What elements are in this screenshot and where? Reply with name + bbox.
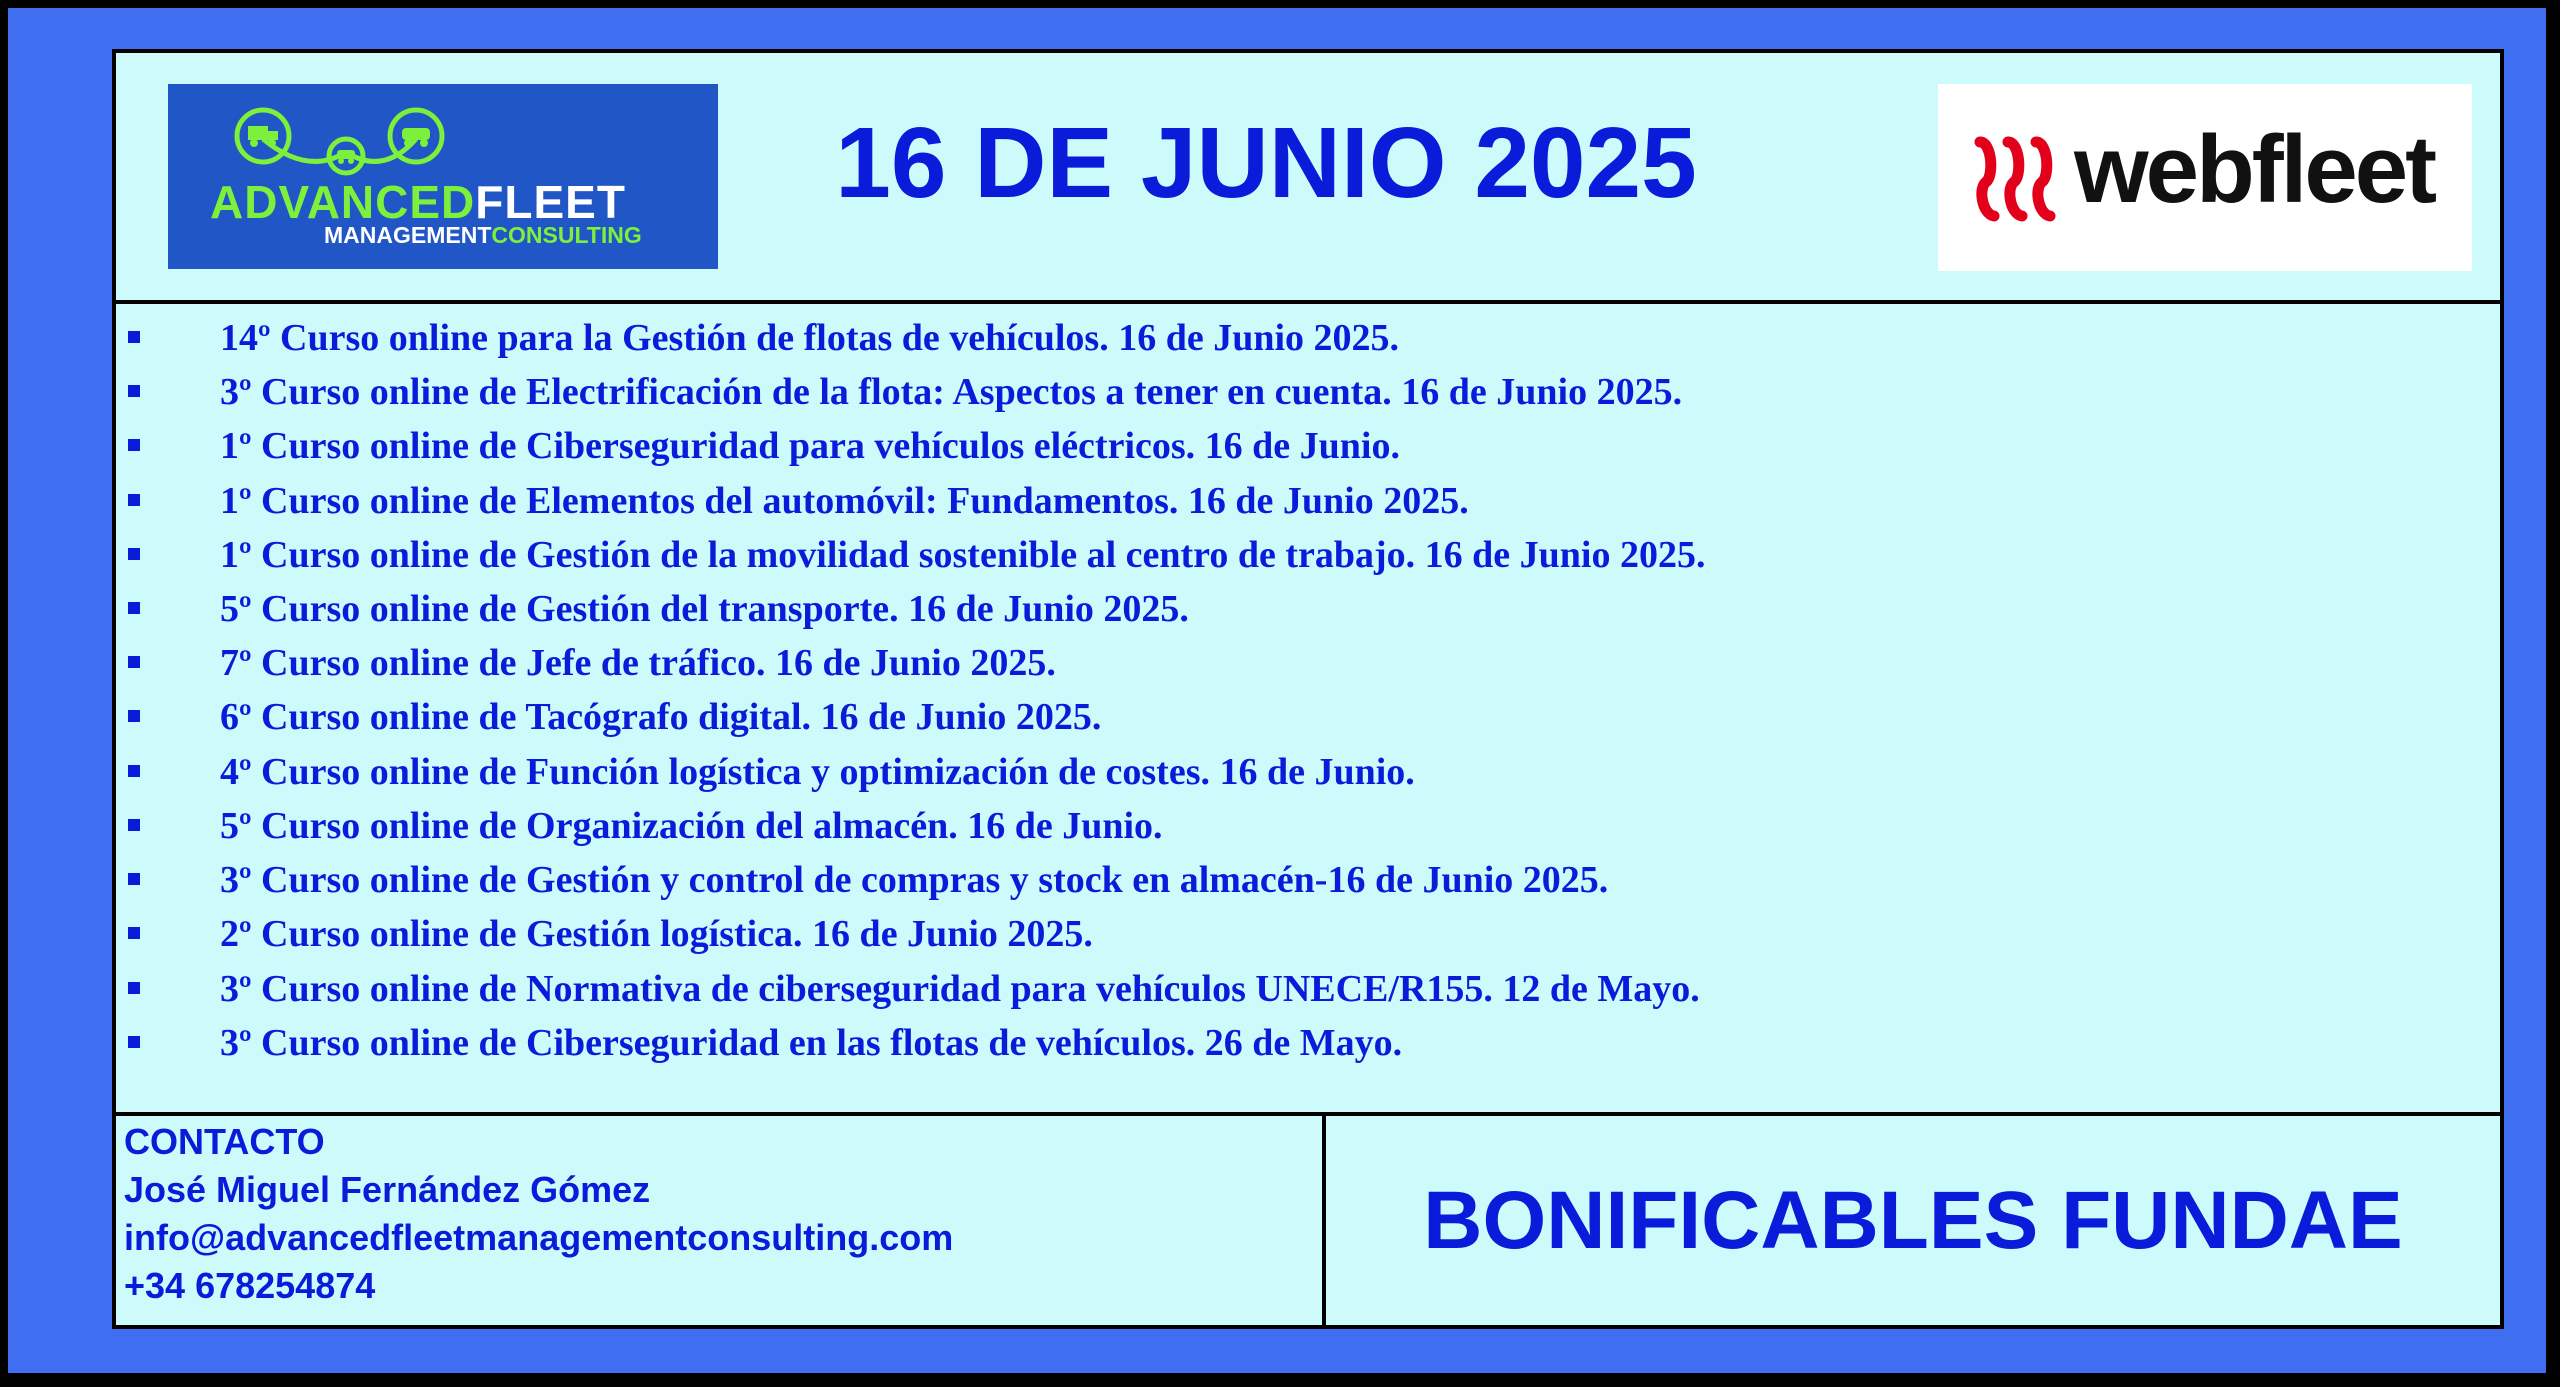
flyer-panel [112, 49, 2504, 1329]
bullet-icon [128, 1036, 140, 1048]
contact-phone[interactable]: +34 678254874 [124, 1265, 376, 1306]
bullet-icon [128, 548, 140, 560]
bullet-icon [128, 710, 140, 722]
contact-heading: CONTACTO [124, 1121, 325, 1162]
course-label: 3º Curso online de Electrificación de la flota: Aspectos a tener en cuenta. 16 de Junio 2025. [220, 371, 1683, 413]
bullet-icon [128, 819, 140, 831]
bullet-icon [128, 385, 140, 397]
course-label: 14º Curso online para la Gestión de flotas de vehículos. 16 de Junio 2025. [220, 317, 1400, 359]
course-label: 6º Curso online de Tacógrafo digital. 16 de Junio 2025. [220, 696, 1102, 738]
bullet-icon [128, 765, 140, 777]
flyer-frame [5, 5, 2549, 1376]
bullet-icon [128, 982, 140, 994]
advanced-fleet-logo [168, 84, 718, 269]
bullet-icon [128, 331, 140, 343]
course-label: 3º Curso online de Normativa de ciberseguridad para vehículos UNECE/R155. 12 de Mayo. [220, 968, 1700, 1010]
page-title: 16 DE JUNIO 2025 [835, 107, 1697, 219]
bullet-icon [128, 873, 140, 885]
bullet-icon [128, 927, 140, 939]
webfleet-wave-icon [1972, 136, 2062, 222]
webfleet-logo [1938, 84, 2472, 271]
course-label: 1º Curso online de Elementos del automóvil: Fundamentos. 16 de Junio 2025. [220, 480, 1469, 522]
advanced-fleet-logo-line2: MANAGEMENTCONSULTING [324, 222, 642, 248]
bullet-icon [128, 439, 140, 451]
course-label: 5º Curso online de Gestión del transporte. 16 de Junio 2025. [220, 588, 1189, 630]
contact-name: José Miguel Fernández Gómez [124, 1169, 651, 1210]
course-label: 4º Curso online de Función logística y optimización de costes. 16 de Junio. [220, 751, 1415, 793]
course-label: 5º Curso online de Organización del almacén. 16 de Junio. [220, 805, 1163, 847]
bullet-icon [128, 656, 140, 668]
course-label: 2º Curso online de Gestión logística. 16 de Junio 2025. [220, 913, 1093, 955]
bullet-icon [128, 494, 140, 506]
webfleet-wordmark: webfleet [2074, 116, 2435, 223]
course-label: 3º Curso online de Gestión y control de compras y stock en almacén-16 de Junio 2025. [220, 859, 1609, 901]
contact-box [116, 1116, 1326, 1325]
advanced-fleet-logo-line1: ADVANCEDFLEET [210, 176, 626, 228]
course-label: 1º Curso online de Ciberseguridad para vehículos eléctricos. 16 de Junio. [220, 425, 1400, 467]
footer [116, 1112, 2500, 1325]
bonificables-label: BONIFICABLES FUNDAE [1423, 1175, 2403, 1266]
contact-email[interactable]: info@advancedfleetmanagementconsulting.com [124, 1217, 954, 1258]
bullet-icon [128, 602, 140, 614]
course-label: 7º Curso online de Jefe de tráfico. 16 de Junio 2025. [220, 642, 1056, 684]
header [116, 53, 2500, 304]
course-label: 1º Curso online de Gestión de la movilidad sostenible al centro de trabajo. 16 de Junio 2025. [220, 534, 1706, 576]
course-label: 3º Curso online de Ciberseguridad en las flotas de vehículos. 26 de Mayo. [220, 1022, 1403, 1064]
